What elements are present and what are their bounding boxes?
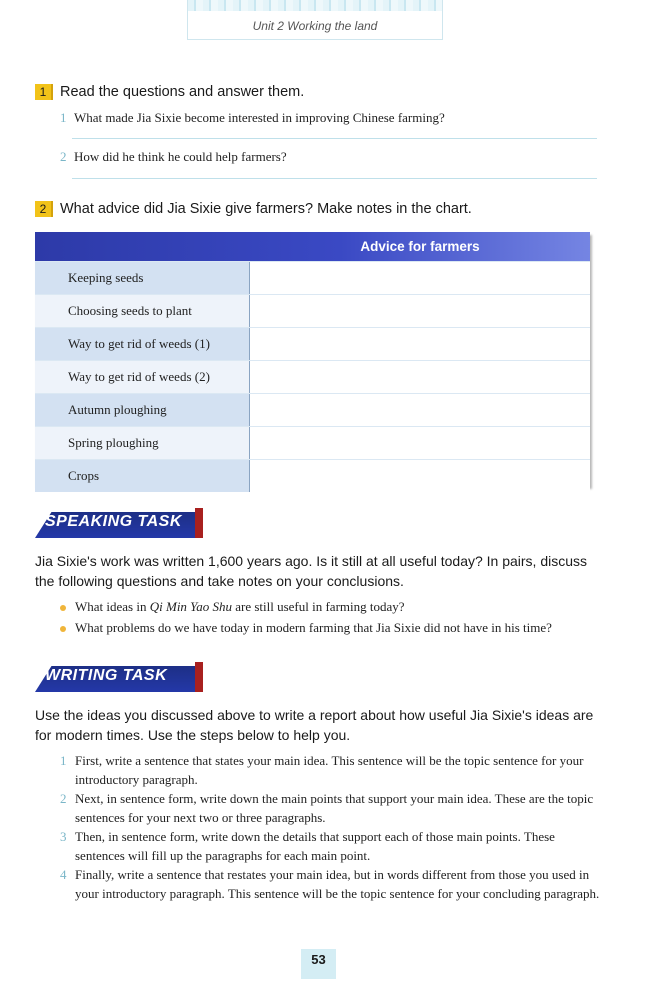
step-number: 2: [60, 791, 67, 806]
row-label: Way to get rid of weeds (2): [35, 361, 250, 393]
row-label: Spring ploughing: [35, 427, 250, 459]
section-number-badge: 2: [35, 201, 53, 217]
chart-column-header: Advice for farmers: [360, 239, 480, 254]
question-text: How did he think he could help farmers?: [74, 149, 287, 164]
writing-step-3: [60, 827, 600, 865]
answer-line-1[interactable]: [72, 138, 597, 139]
bullet-dot-icon: [60, 626, 66, 632]
step-text: First, write a sentence that states your main idea. This sentence will be the topic sentence for your introductory paragraph.: [75, 753, 584, 787]
row-label: Keeping seeds: [35, 262, 250, 294]
notes-cell[interactable]: [250, 295, 590, 327]
question-2: [60, 149, 287, 165]
step-number: 1: [60, 753, 67, 768]
row-label: Crops: [35, 460, 250, 492]
chart-header-row: [35, 232, 590, 261]
advice-chart: [35, 232, 590, 486]
question-number: 2: [60, 149, 67, 164]
notes-cell[interactable]: [250, 460, 590, 492]
writing-step-1: [60, 751, 600, 789]
bullet-text: are still useful in farming today?: [231, 599, 405, 614]
question-number: 1: [60, 110, 67, 125]
table-row: [35, 360, 590, 393]
section-number-badge: 1: [35, 84, 53, 100]
row-label: Autumn ploughing: [35, 394, 250, 426]
bullet-text: What ideas in: [75, 599, 150, 614]
banner-text: SPEAKING TASK: [45, 513, 182, 530]
bullet-dot-icon: [60, 605, 66, 611]
notes-cell[interactable]: [250, 394, 590, 426]
section-1-instruction: Read the questions and answer them.: [60, 84, 305, 100]
section-2-heading: [35, 201, 472, 217]
writing-step-4: [60, 865, 600, 903]
banner-accent: [195, 508, 203, 538]
step-text: Then, in sentence form, write down the details that support each of those main points. These sentences will fill up the paragraphs for each main point.: [75, 829, 555, 863]
writing-intro: Use the ideas you discussed above to write a report about how useful Jia Sixie's ideas are for modern times. Use the steps below to help you.: [35, 707, 594, 743]
row-label: Way to get rid of weeds (1): [35, 328, 250, 360]
question-1: [60, 110, 445, 126]
table-row: [35, 393, 590, 426]
row-label: Choosing seeds to plant: [35, 295, 250, 327]
speaking-task-banner: [35, 508, 205, 538]
table-row: [35, 459, 590, 492]
chart-header-blank: [35, 232, 250, 261]
header-decoration: [188, 0, 442, 11]
page-number: 53: [301, 949, 336, 979]
section-2-instruction: What advice did Jia Sixie give farmers? Make notes in the chart.: [60, 201, 472, 217]
step-number: 4: [60, 867, 67, 882]
notes-cell[interactable]: [250, 262, 590, 294]
step-text: Next, in sentence form, write down the main points that support your main idea. These are the topic sentences for your next two or three paragraphs.: [75, 791, 594, 825]
answer-line-2[interactable]: [72, 178, 597, 179]
unit-header: [187, 0, 443, 40]
speaking-bullet-1: [60, 599, 610, 615]
unit-title: Unit 2 Working the land: [252, 19, 378, 33]
bullet-text: What problems do we have today in modern farming that Jia Sixie did not have in his time?: [75, 620, 552, 635]
step-text: Finally, write a sentence that restates your main idea, but in words different from those you used in your introductory paragraph. This sentence will be the topic sentence for your concluding paragraph.: [75, 867, 600, 901]
writing-task-banner: [35, 662, 205, 692]
section-1-heading: [35, 84, 304, 100]
speaking-intro: Jia Sixie's work was written 1,600 years ago. Is it still at all useful today? In pairs, discuss the following questions and take notes on your conclusions.: [35, 553, 588, 589]
notes-cell[interactable]: [250, 361, 590, 393]
banner-accent: [195, 662, 203, 692]
writing-step-2: [60, 789, 600, 827]
table-row: [35, 294, 590, 327]
speaking-bullet-2: [60, 620, 610, 636]
notes-cell[interactable]: [250, 328, 590, 360]
table-row: [35, 426, 590, 459]
book-title: Qi Min Yao Shu: [149, 599, 232, 614]
banner-text: WRITING TASK: [45, 667, 168, 684]
table-row: [35, 261, 590, 294]
table-row: [35, 327, 590, 360]
notes-cell[interactable]: [250, 427, 590, 459]
question-text: What made Jia Sixie become interested in improving Chinese farming?: [74, 110, 445, 125]
step-number: 3: [60, 829, 67, 844]
